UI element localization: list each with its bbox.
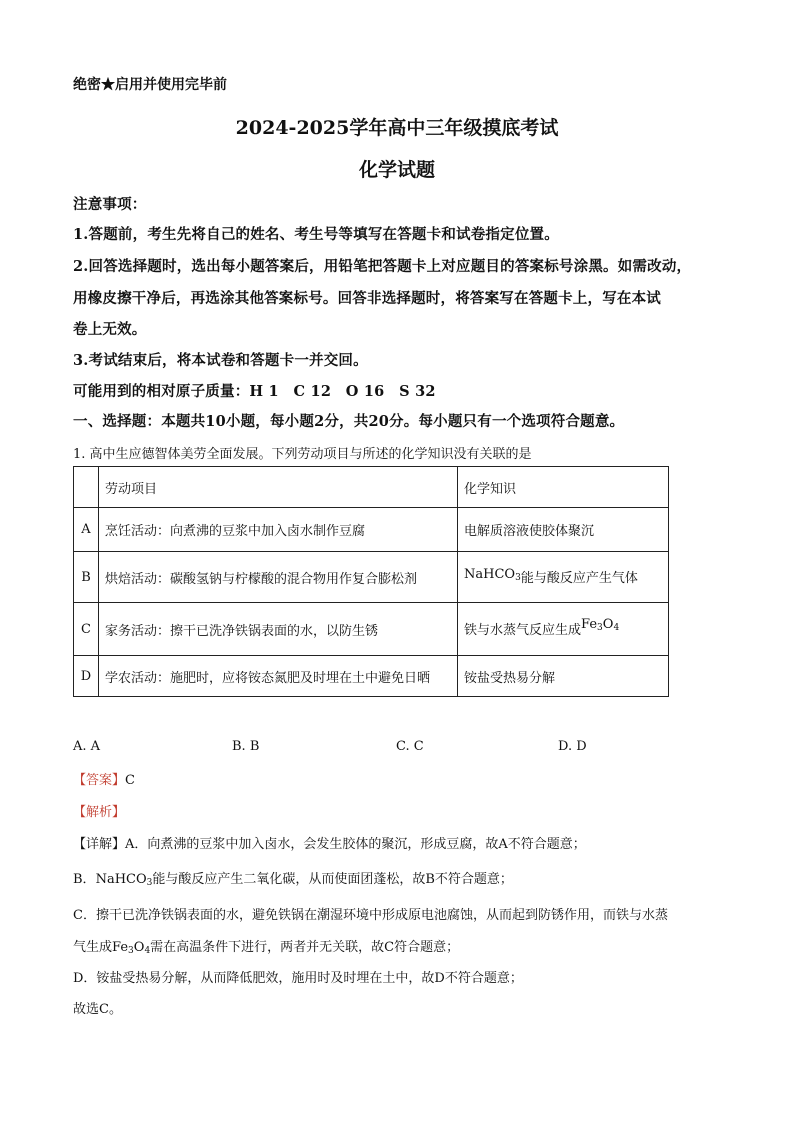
question-1-stem: 1. 高中生应德智体美劳全面发展。下列劳动项目与所述的化学知识没有关联的是 xyxy=(73,447,532,462)
row-knowledge: 电解质溶液使胶体聚沉 xyxy=(458,508,669,552)
option-d: D. D xyxy=(558,739,587,754)
formula-fe3o4: $Fe_3O_4$ xyxy=(112,940,151,956)
row-label: A xyxy=(74,508,99,552)
formula-fe3o4: $Fe_3O_4$ xyxy=(581,617,620,633)
row-activity: 学农活动：施肥时，应将铵态氮肥及时埋在土中避免日晒 xyxy=(99,656,458,697)
atomic-mass-line: 可能用到的相对原子质量：H 1 C 12 O 16 S 32 xyxy=(73,383,436,400)
option-c: C. C xyxy=(396,739,424,754)
answer-line xyxy=(73,769,135,788)
row-knowledge: 铵盐受热易分解 xyxy=(458,656,669,697)
note-item-2-line-3: 卷上无效。 xyxy=(73,321,147,338)
detail-a: 【详解】A．向煮沸的豆浆中加入卤水，会发生胶体的聚沉，形成豆腐，故A不符合题意； xyxy=(73,837,586,852)
note-item-3: 3.考试结束后，将本试卷和答题卡一并交回。 xyxy=(73,352,368,369)
section-title: 一、选择题：本题共10小题，每小题2分，共20分。每小题只有一个选项符合题意。 xyxy=(73,413,625,430)
answer-value: C xyxy=(125,773,135,788)
table-row xyxy=(74,508,669,552)
row-knowledge: 铁与水蒸气反应生成$Fe_3O_4$ xyxy=(458,603,669,656)
detail-d: D．铵盐受热易分解，从而降低肥效，施用时及时埋在土中，故D不符合题意； xyxy=(73,971,523,986)
detail-c-line-1: C．擦干已洗净铁锅表面的水，避免铁锅在潮湿环境中形成原电池腐蚀，从而起到防锈作用，而铁与水蒸 xyxy=(73,908,668,923)
notes-heading: 注意事项： xyxy=(73,196,147,213)
confidential-label: 绝密★启用并使用完毕前 xyxy=(73,77,227,93)
row-knowledge: NaHCO$_3$能与酸反应产生气体 xyxy=(458,552,669,603)
table-header-activity: 劳动项目 xyxy=(99,467,458,508)
table-row xyxy=(74,656,669,697)
answer-label: 【答案】 xyxy=(73,773,126,788)
row-activity: 烘焙活动：碳酸氢钠与柠檬酸的混合物用作复合膨松剂 xyxy=(99,552,458,603)
note-item-2-line-1: 2.回答选择题时，选出每小题答案后，用铅笔把答题卡上对应题目的答案标号涂黑。如需改动， xyxy=(73,258,692,275)
note-item-2-line-2: 用橡皮擦干净后，再选涂其他答案标号。回答非选择题时，将答案写在答题卡上，写在本试 xyxy=(73,290,661,307)
option-a: A. A xyxy=(73,739,101,754)
note-item-1: 1.答题前，考生先将自己的姓名、考生号等填写在答题卡和试卷指定位置。 xyxy=(73,226,559,243)
table-header-label-cell xyxy=(74,467,99,508)
row-activity: 烹饪活动：向煮沸的豆浆中加入卤水制作豆腐 xyxy=(99,508,458,552)
detail-b: B．NaHCO$_3$能与酸反应产生二氧化碳，从而使面团蓬松，故B不符合题意； xyxy=(73,872,513,888)
exam-title: 2024-2025学年高中三年级摸底考试 xyxy=(235,117,559,139)
detail-c-line-2: 气生成$Fe_3O_4$需在高温条件下进行，两者并无关联，故C符合题意； xyxy=(73,940,460,956)
table-header-row xyxy=(74,467,669,508)
row-label: C xyxy=(74,603,99,656)
option-b: B. B xyxy=(232,739,260,754)
table-header-knowledge: 化学知识 xyxy=(458,467,669,508)
row-label: D xyxy=(74,656,99,697)
formula-nahco3: NaHCO xyxy=(95,872,147,887)
table-row xyxy=(74,603,669,656)
question-1-table xyxy=(73,466,669,697)
row-label: B xyxy=(74,552,99,603)
table-row xyxy=(74,552,669,603)
formula-nahco3: NaHCO xyxy=(464,567,516,582)
subject-title: 化学试题 xyxy=(358,159,435,181)
row-activity: 家务活动：擦干已洗净铁锅表面的水，以防生锈 xyxy=(99,603,458,656)
analysis-label: 【解析】 xyxy=(73,805,126,820)
conclusion: 故选C。 xyxy=(73,1002,122,1017)
